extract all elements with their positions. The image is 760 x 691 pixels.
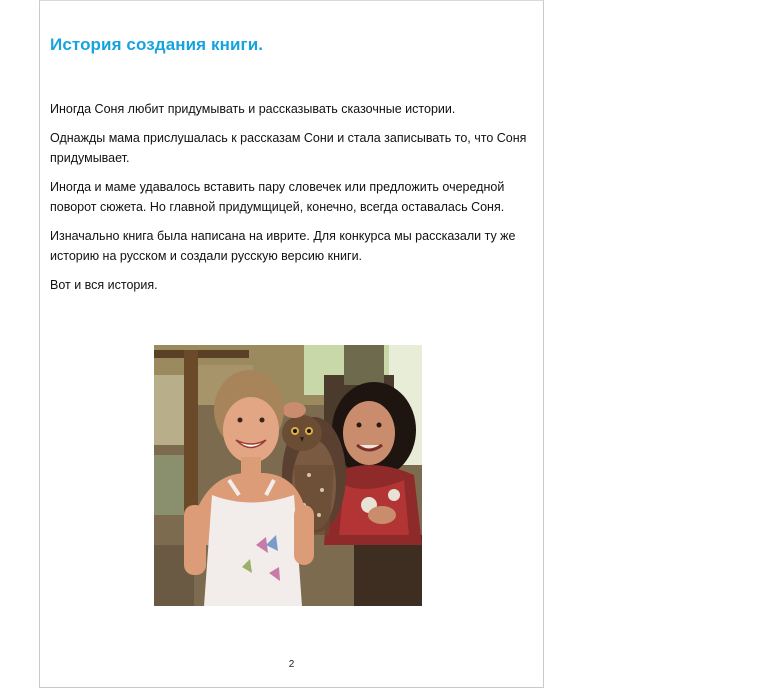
page-number: 2 [288,659,295,670]
paragraph-3: Иногда и маме удавалось вставить пару словечек или предложить очередной поворот сюжета. Но главной придумщицей, конечно, всегда оставалась Соня. [50,180,505,214]
paragraph-4: Изначально книга была написана на иврите. Для конкурса мы рассказали ту же историю на русском и создали русскую версию книги. [50,229,516,263]
page-title: История создания книги. [50,35,264,54]
paragraph-2: Однажды мама прислушалась к рассказам Сони и стала записывать то, что Соня придумывает. [50,131,527,165]
paragraph-1: Иногда Соня любит придумывать и рассказывать сказочные истории. [50,102,456,116]
paragraph-5: Вот и вся история. [50,278,158,292]
family-photo [154,345,422,606]
document-page [39,0,544,688]
body-text [50,99,530,304]
